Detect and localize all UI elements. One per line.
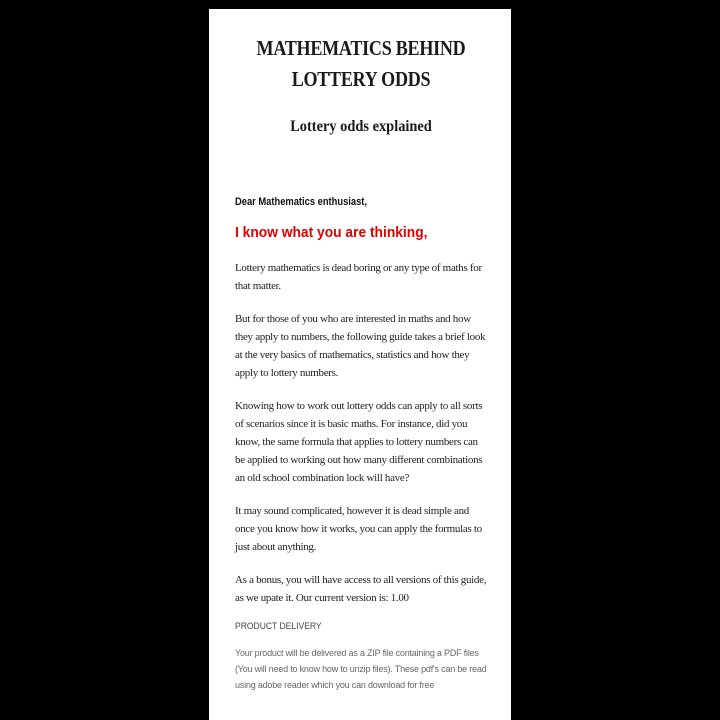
document-page — [209, 9, 511, 720]
paragraph-3: Knowing how to work out lottery odds can apply to all sorts of scenarios since it is basic maths. For instance, did you know, the same formula that applies to lottery numbers can be applied to working out how many different combinations an old school combination lock will have? — [235, 400, 483, 484]
paragraph-4: It may sound complicated, however it is dead simple and once you know how it works, you can apply the formulas to just about anything. — [235, 505, 482, 553]
document-title: MATHEMATICS BEHIND LOTTERY ODDS — [256, 36, 466, 91]
document-subtitle: Lottery odds explained — [290, 118, 432, 135]
headline: I know what you are thinking, — [235, 224, 428, 241]
paragraph-1: Lottery mathematics is dead boring or any type of maths for that matter. — [235, 262, 482, 292]
paragraph-2: But for those of you who are interested in maths and how they apply to numbers, the following guide takes a brief look at the very basics of mathematics, statistics and how they apply to lottery numbers. — [235, 313, 486, 379]
greeting: Dear Mathematics enthusiast, — [235, 196, 367, 208]
product-delivery-text: Your product will be delivered as a ZIP file containing a PDF files (You will need to know how to unzip files). These pdf's can be read using adobe reader which you can download for free — [235, 648, 487, 690]
paragraph-5: As a bonus, you will have access to all versions of this guide, as we upate it. Our current version is: 1.00 — [235, 574, 487, 604]
product-delivery-heading: PRODUCT DELIVERY — [235, 621, 322, 632]
